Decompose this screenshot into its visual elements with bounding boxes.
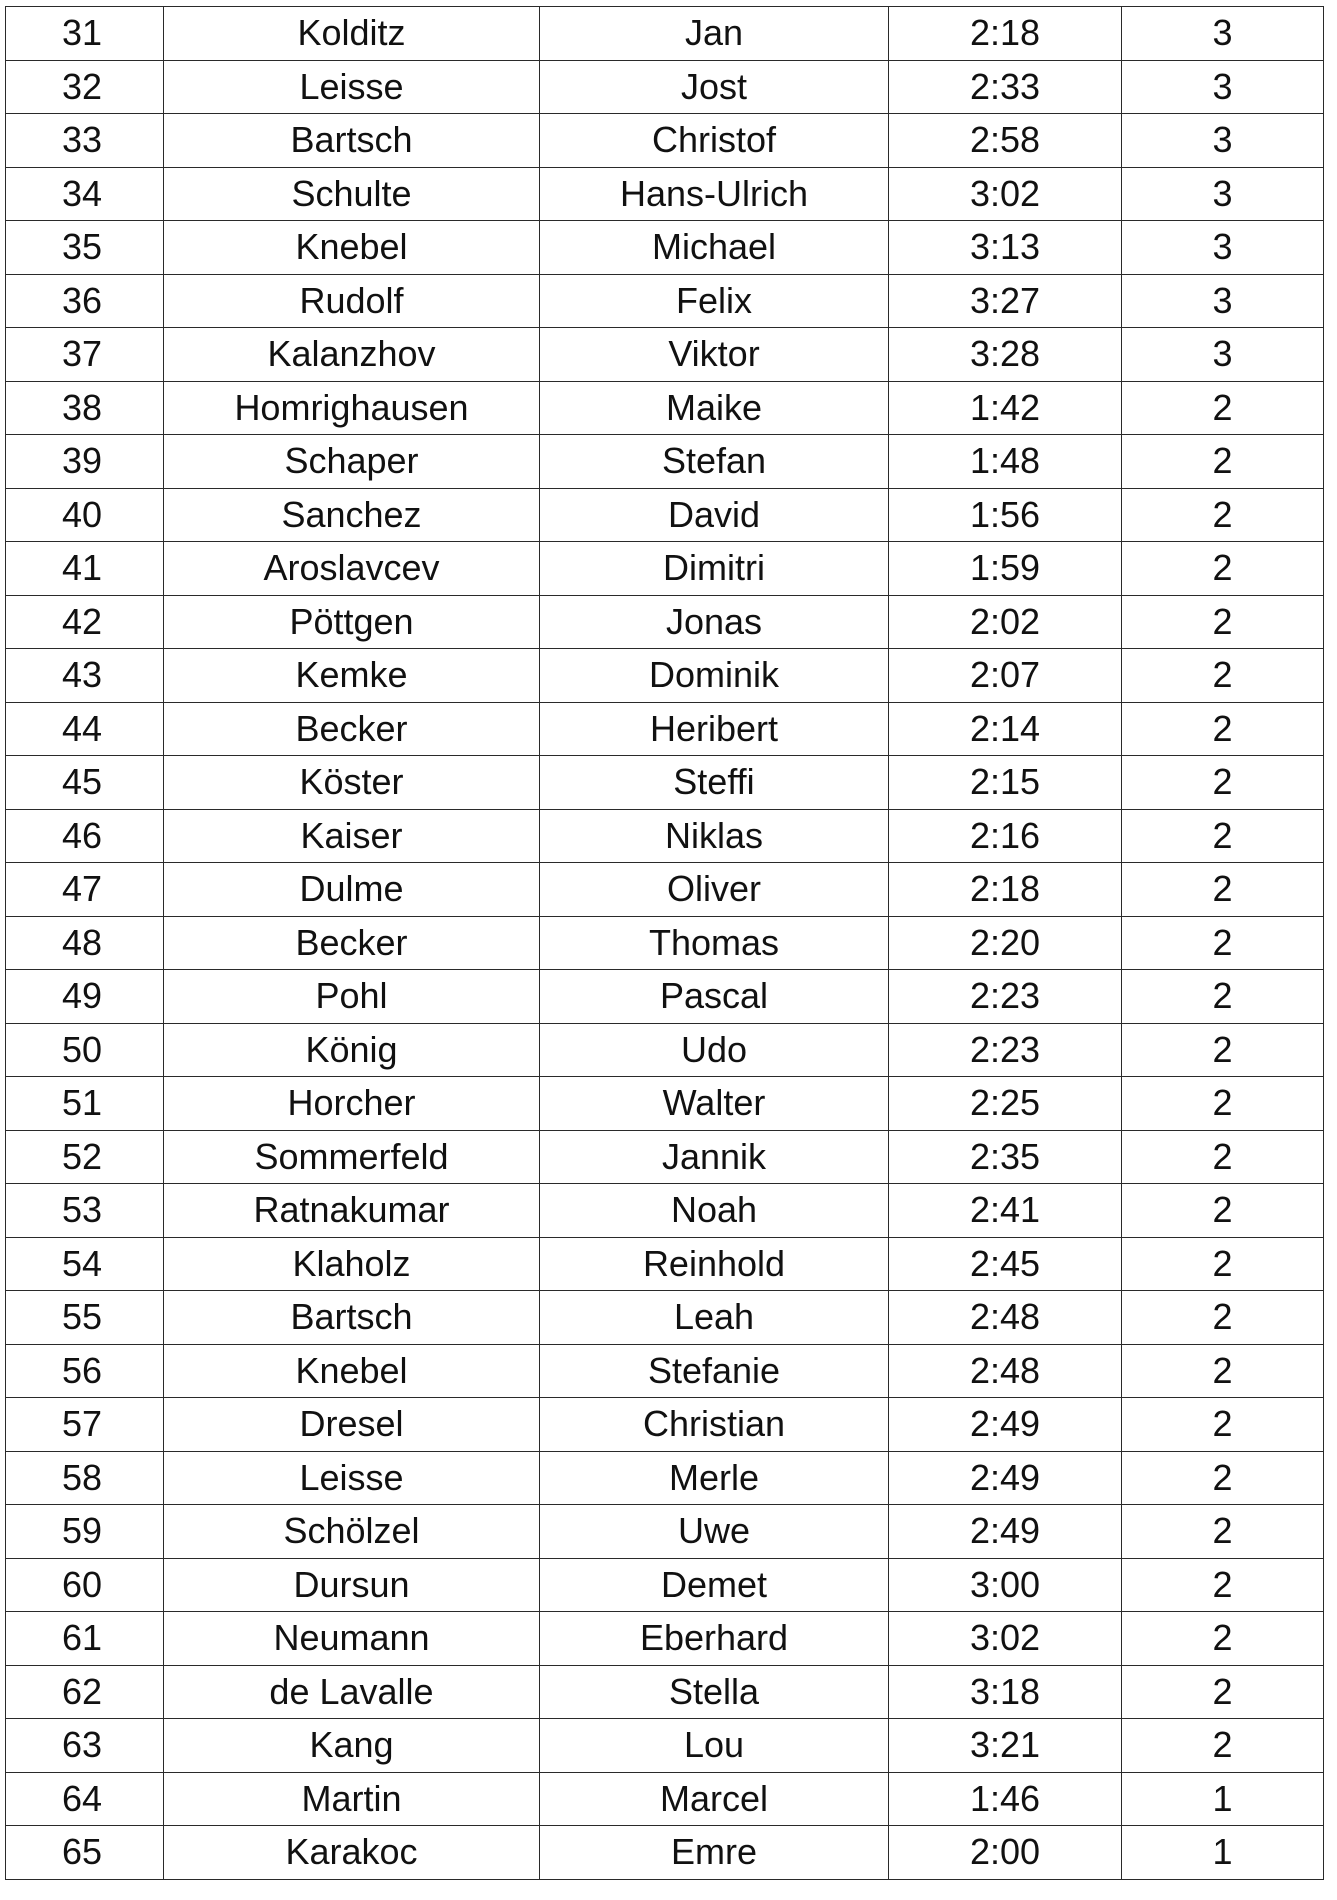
cell-count: 1 [1122, 1772, 1324, 1826]
table-row [6, 1344, 1324, 1398]
cell-number: 58 [6, 1451, 164, 1505]
cell-last-name: Martin [164, 1772, 540, 1826]
cell-last-name: Aroslavcev [164, 542, 540, 596]
cell-time: 2:00 [889, 1826, 1122, 1880]
cell-number: 61 [6, 1612, 164, 1666]
cell-number: 52 [6, 1130, 164, 1184]
cell-time: 2:48 [889, 1344, 1122, 1398]
cell-number: 45 [6, 756, 164, 810]
cell-count: 2 [1122, 702, 1324, 756]
cell-first-name: David [540, 488, 889, 542]
table-row [6, 328, 1324, 382]
cell-count: 2 [1122, 756, 1324, 810]
cell-number: 49 [6, 970, 164, 1024]
cell-last-name: Horcher [164, 1077, 540, 1131]
table-row [6, 114, 1324, 168]
cell-last-name: Dursun [164, 1558, 540, 1612]
cell-time: 2:49 [889, 1505, 1122, 1559]
table-row [6, 1772, 1324, 1826]
cell-first-name: Felix [540, 274, 889, 328]
table-row [6, 167, 1324, 221]
cell-first-name: Christian [540, 1398, 889, 1452]
cell-first-name: Noah [540, 1184, 889, 1238]
cell-first-name: Viktor [540, 328, 889, 382]
table-row [6, 970, 1324, 1024]
cell-time: 2:58 [889, 114, 1122, 168]
table-row [6, 1398, 1324, 1452]
cell-first-name: Christof [540, 114, 889, 168]
cell-time: 2:48 [889, 1291, 1122, 1345]
cell-time: 2:49 [889, 1398, 1122, 1452]
cell-first-name: Steffi [540, 756, 889, 810]
cell-first-name: Heribert [540, 702, 889, 756]
cell-time: 2:14 [889, 702, 1122, 756]
cell-last-name: Schulte [164, 167, 540, 221]
cell-count: 2 [1122, 1451, 1324, 1505]
cell-last-name: Kalanzhov [164, 328, 540, 382]
cell-number: 44 [6, 702, 164, 756]
cell-last-name: Becker [164, 702, 540, 756]
cell-time: 1:42 [889, 381, 1122, 435]
cell-count: 2 [1122, 1237, 1324, 1291]
table-row [6, 274, 1324, 328]
cell-number: 59 [6, 1505, 164, 1559]
cell-last-name: Kaiser [164, 809, 540, 863]
cell-first-name: Marcel [540, 1772, 889, 1826]
cell-time: 1:46 [889, 1772, 1122, 1826]
cell-time: 3:28 [889, 328, 1122, 382]
cell-number: 33 [6, 114, 164, 168]
cell-time: 3:18 [889, 1665, 1122, 1719]
cell-count: 2 [1122, 381, 1324, 435]
cell-count: 2 [1122, 649, 1324, 703]
table-row [6, 1184, 1324, 1238]
cell-count: 3 [1122, 114, 1324, 168]
cell-number: 32 [6, 60, 164, 114]
cell-count: 2 [1122, 595, 1324, 649]
cell-number: 60 [6, 1558, 164, 1612]
table-row [6, 1719, 1324, 1773]
table-row [6, 60, 1324, 114]
cell-first-name: Jonas [540, 595, 889, 649]
cell-last-name: Knebel [164, 1344, 540, 1398]
cell-last-name: Kang [164, 1719, 540, 1773]
cell-time: 2:02 [889, 595, 1122, 649]
table-row [6, 221, 1324, 275]
cell-first-name: Niklas [540, 809, 889, 863]
cell-first-name: Merle [540, 1451, 889, 1505]
table-row [6, 7, 1324, 61]
cell-count: 2 [1122, 1344, 1324, 1398]
table-row [6, 1612, 1324, 1666]
cell-time: 2:18 [889, 863, 1122, 917]
cell-count: 3 [1122, 60, 1324, 114]
table-row [6, 488, 1324, 542]
cell-last-name: Dulme [164, 863, 540, 917]
cell-number: 38 [6, 381, 164, 435]
cell-number: 54 [6, 1237, 164, 1291]
cell-count: 3 [1122, 274, 1324, 328]
cell-time: 2:15 [889, 756, 1122, 810]
cell-first-name: Demet [540, 1558, 889, 1612]
cell-time: 1:56 [889, 488, 1122, 542]
cell-first-name: Emre [540, 1826, 889, 1880]
table-row [6, 649, 1324, 703]
cell-time: 2:49 [889, 1451, 1122, 1505]
cell-number: 64 [6, 1772, 164, 1826]
cell-count: 2 [1122, 1291, 1324, 1345]
cell-time: 2:18 [889, 7, 1122, 61]
cell-count: 2 [1122, 542, 1324, 596]
cell-time: 2:25 [889, 1077, 1122, 1131]
cell-count: 2 [1122, 1612, 1324, 1666]
cell-time: 2:35 [889, 1130, 1122, 1184]
cell-first-name: Oliver [540, 863, 889, 917]
cell-number: 47 [6, 863, 164, 917]
cell-count: 3 [1122, 221, 1324, 275]
cell-count: 2 [1122, 1184, 1324, 1238]
cell-last-name: Schaper [164, 435, 540, 489]
results-table [5, 6, 1324, 1880]
cell-first-name: Walter [540, 1077, 889, 1131]
cell-first-name: Eberhard [540, 1612, 889, 1666]
cell-number: 55 [6, 1291, 164, 1345]
cell-count: 2 [1122, 1130, 1324, 1184]
cell-last-name: Bartsch [164, 114, 540, 168]
cell-first-name: Pascal [540, 970, 889, 1024]
cell-last-name: Kolditz [164, 7, 540, 61]
cell-first-name: Lou [540, 1719, 889, 1773]
cell-count: 3 [1122, 167, 1324, 221]
table-row [6, 916, 1324, 970]
cell-first-name: Jost [540, 60, 889, 114]
cell-last-name: Karakoc [164, 1826, 540, 1880]
cell-last-name: Sommerfeld [164, 1130, 540, 1184]
table-row [6, 1237, 1324, 1291]
cell-last-name: Leisse [164, 60, 540, 114]
cell-last-name: Pohl [164, 970, 540, 1024]
table-row [6, 1023, 1324, 1077]
table-row [6, 381, 1324, 435]
cell-count: 3 [1122, 328, 1324, 382]
cell-number: 35 [6, 221, 164, 275]
cell-number: 42 [6, 595, 164, 649]
table-row [6, 1130, 1324, 1184]
cell-last-name: Becker [164, 916, 540, 970]
table-row [6, 542, 1324, 596]
table-row [6, 702, 1324, 756]
cell-number: 34 [6, 167, 164, 221]
cell-last-name: Schölzel [164, 1505, 540, 1559]
cell-time: 3:27 [889, 274, 1122, 328]
table-row [6, 1077, 1324, 1131]
cell-number: 31 [6, 7, 164, 61]
table-row [6, 1558, 1324, 1612]
cell-time: 2:23 [889, 1023, 1122, 1077]
cell-number: 51 [6, 1077, 164, 1131]
cell-time: 3:00 [889, 1558, 1122, 1612]
cell-number: 46 [6, 809, 164, 863]
cell-number: 36 [6, 274, 164, 328]
cell-last-name: Leisse [164, 1451, 540, 1505]
cell-time: 2:07 [889, 649, 1122, 703]
table-row [6, 1291, 1324, 1345]
cell-last-name: Dresel [164, 1398, 540, 1452]
cell-count: 2 [1122, 1398, 1324, 1452]
cell-time: 3:02 [889, 1612, 1122, 1666]
cell-count: 2 [1122, 1505, 1324, 1559]
cell-first-name: Jan [540, 7, 889, 61]
cell-last-name: Köster [164, 756, 540, 810]
cell-count: 2 [1122, 809, 1324, 863]
cell-first-name: Hans-Ulrich [540, 167, 889, 221]
cell-count: 1 [1122, 1826, 1324, 1880]
table-row [6, 1826, 1324, 1880]
cell-time: 1:48 [889, 435, 1122, 489]
cell-number: 62 [6, 1665, 164, 1719]
cell-count: 3 [1122, 7, 1324, 61]
cell-last-name: Neumann [164, 1612, 540, 1666]
cell-time: 3:02 [889, 167, 1122, 221]
cell-last-name: Pöttgen [164, 595, 540, 649]
cell-time: 2:33 [889, 60, 1122, 114]
cell-count: 2 [1122, 916, 1324, 970]
cell-time: 2:23 [889, 970, 1122, 1024]
table-row [6, 809, 1324, 863]
cell-number: 48 [6, 916, 164, 970]
cell-count: 2 [1122, 1665, 1324, 1719]
cell-last-name: Klaholz [164, 1237, 540, 1291]
cell-count: 2 [1122, 970, 1324, 1024]
table-row [6, 1505, 1324, 1559]
cell-first-name: Dominik [540, 649, 889, 703]
cell-first-name: Uwe [540, 1505, 889, 1559]
cell-number: 57 [6, 1398, 164, 1452]
cell-time: 2:45 [889, 1237, 1122, 1291]
cell-last-name: de Lavalle [164, 1665, 540, 1719]
cell-last-name: König [164, 1023, 540, 1077]
cell-first-name: Dimitri [540, 542, 889, 596]
cell-first-name: Udo [540, 1023, 889, 1077]
cell-last-name: Rudolf [164, 274, 540, 328]
cell-count: 2 [1122, 1558, 1324, 1612]
table-row [6, 1451, 1324, 1505]
cell-number: 40 [6, 488, 164, 542]
cell-first-name: Leah [540, 1291, 889, 1345]
cell-last-name: Bartsch [164, 1291, 540, 1345]
cell-time: 2:20 [889, 916, 1122, 970]
cell-last-name: Sanchez [164, 488, 540, 542]
cell-last-name: Homrighausen [164, 381, 540, 435]
cell-number: 50 [6, 1023, 164, 1077]
cell-first-name: Reinhold [540, 1237, 889, 1291]
table-row [6, 1665, 1324, 1719]
cell-first-name: Stefanie [540, 1344, 889, 1398]
cell-last-name: Ratnakumar [164, 1184, 540, 1238]
cell-time: 2:41 [889, 1184, 1122, 1238]
cell-number: 41 [6, 542, 164, 596]
cell-time: 2:16 [889, 809, 1122, 863]
cell-count: 2 [1122, 488, 1324, 542]
cell-number: 39 [6, 435, 164, 489]
cell-first-name: Michael [540, 221, 889, 275]
table-row [6, 863, 1324, 917]
cell-last-name: Knebel [164, 221, 540, 275]
cell-number: 63 [6, 1719, 164, 1773]
cell-number: 56 [6, 1344, 164, 1398]
cell-time: 1:59 [889, 542, 1122, 596]
cell-number: 37 [6, 328, 164, 382]
cell-count: 2 [1122, 435, 1324, 489]
cell-count: 2 [1122, 1719, 1324, 1773]
cell-number: 43 [6, 649, 164, 703]
cell-last-name: Kemke [164, 649, 540, 703]
cell-number: 53 [6, 1184, 164, 1238]
cell-first-name: Stefan [540, 435, 889, 489]
cell-time: 3:13 [889, 221, 1122, 275]
cell-first-name: Stella [540, 1665, 889, 1719]
cell-time: 3:21 [889, 1719, 1122, 1773]
cell-first-name: Thomas [540, 916, 889, 970]
cell-count: 2 [1122, 1077, 1324, 1131]
cell-first-name: Jannik [540, 1130, 889, 1184]
table-row [6, 435, 1324, 489]
cell-first-name: Maike [540, 381, 889, 435]
cell-count: 2 [1122, 1023, 1324, 1077]
table-row [6, 756, 1324, 810]
cell-count: 2 [1122, 863, 1324, 917]
cell-number: 65 [6, 1826, 164, 1880]
table-row [6, 595, 1324, 649]
results-table-body [6, 7, 1324, 1880]
